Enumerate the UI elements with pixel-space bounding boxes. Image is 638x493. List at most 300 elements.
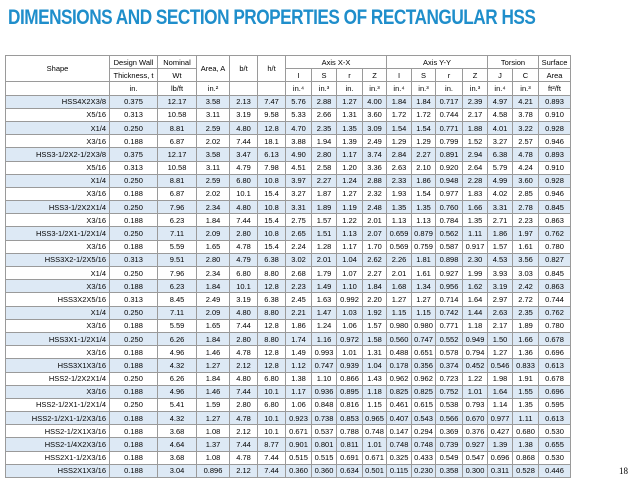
value-cell: 0.816 (337, 398, 363, 411)
value-cell: 1.01 (337, 346, 363, 359)
value-cell: 0.784 (436, 214, 463, 227)
value-cell: 3.04 (158, 464, 197, 477)
value-cell: 3.19 (230, 108, 258, 121)
value-cell: 0.898 (436, 253, 463, 266)
table-row (6, 95, 571, 108)
value-cell: 2.35 (513, 306, 539, 319)
value-cell: 0.188 (110, 346, 158, 359)
table-row (6, 412, 571, 425)
value-cell: 0.552 (436, 332, 463, 345)
value-cell: 0.752 (436, 385, 463, 398)
value-cell: 7.11 (158, 227, 197, 240)
value-cell: 1.88 (463, 121, 488, 134)
value-cell: 0.771 (436, 319, 463, 332)
value-cell: 0.946 (539, 187, 571, 200)
value-cell: 15.4 (258, 214, 286, 227)
value-cell: 0.671 (286, 425, 312, 438)
value-cell: 0.825 (387, 385, 412, 398)
value-cell: 2.80 (230, 227, 258, 240)
value-cell: 15.4 (258, 187, 286, 200)
value-cell: 1.74 (286, 332, 312, 345)
value-cell: 0.811 (337, 438, 363, 451)
value-cell: 1.72 (412, 108, 436, 121)
value-cell: 10.58 (158, 161, 197, 174)
value-cell: 0.360 (286, 464, 312, 477)
value-cell: 4.80 (230, 121, 258, 134)
value-cell: 0.313 (110, 161, 158, 174)
value-cell: 15.4 (258, 240, 286, 253)
value-cell: 1.83 (463, 187, 488, 200)
value-cell: 0.893 (539, 95, 571, 108)
value-cell: 2.88 (363, 174, 387, 187)
value-cell: 2.80 (197, 253, 230, 266)
value-cell: 0.250 (110, 227, 158, 240)
value-cell: 1.19 (337, 201, 363, 214)
value-cell: 3.02 (286, 253, 312, 266)
value-cell: 0.939 (337, 359, 363, 372)
value-cell: 2.71 (488, 214, 513, 227)
value-cell: 3.47 (230, 148, 258, 161)
value-cell: 0.927 (436, 267, 463, 280)
value-cell: 1.01 (463, 385, 488, 398)
value-cell: 2.17 (488, 319, 513, 332)
value-cell: 1.84 (197, 372, 230, 385)
value-cell: 3.31 (488, 201, 513, 214)
unit-cell: in.³ (312, 82, 337, 95)
value-cell: 0.188 (110, 319, 158, 332)
shape-cell: X1/4 (6, 267, 110, 280)
value-cell: 9.58 (258, 108, 286, 121)
value-cell: 6.13 (258, 148, 286, 161)
value-cell: 0.313 (110, 108, 158, 121)
value-cell: 0.717 (436, 95, 463, 108)
table-row (6, 108, 571, 121)
header-sub: r (337, 69, 363, 82)
value-cell: 0.188 (110, 451, 158, 464)
value-cell: 3.58 (197, 148, 230, 161)
value-cell: 2.01 (312, 253, 337, 266)
value-cell: 1.37 (197, 438, 230, 451)
value-cell: 0.825 (412, 385, 436, 398)
value-cell: 0.188 (110, 240, 158, 253)
value-cell: 1.84 (197, 280, 230, 293)
value-cell: 2.21 (286, 306, 312, 319)
value-cell: 1.49 (312, 280, 337, 293)
shape-cell: HSS3X1X3/16 (6, 359, 110, 372)
value-cell: 0.936 (312, 385, 337, 398)
value-cell: 1.55 (513, 385, 539, 398)
value-cell: 1.79 (312, 267, 337, 280)
shape-cell: HSS3X2X5/16 (6, 293, 110, 306)
value-cell: 1.13 (337, 227, 363, 240)
header-nominal-wt: Nominal (158, 56, 197, 69)
value-cell: 7.44 (258, 464, 286, 477)
value-cell: 8.80 (258, 306, 286, 319)
value-cell: 2.57 (513, 135, 539, 148)
unit-cell: in.⁴ (488, 82, 513, 95)
value-cell: 0.949 (463, 332, 488, 345)
value-cell: 3.11 (197, 161, 230, 174)
value-cell: 1.06 (337, 319, 363, 332)
value-cell: 0.780 (539, 319, 571, 332)
value-cell: 1.08 (197, 451, 230, 464)
value-cell: 1.10 (337, 280, 363, 293)
value-cell: 0.659 (387, 227, 412, 240)
value-cell: 0.866 (337, 372, 363, 385)
value-cell: 2.12 (230, 359, 258, 372)
value-cell: 2.23 (513, 214, 539, 227)
value-cell: 2.49 (197, 293, 230, 306)
table-row (6, 174, 571, 187)
header-h-t: h/t (258, 56, 286, 82)
unit-cell (230, 82, 258, 95)
value-cell: 1.04 (337, 253, 363, 266)
value-cell: 3.60 (363, 108, 387, 121)
value-cell: 0.780 (539, 240, 571, 253)
value-cell: 0.799 (436, 135, 463, 148)
value-cell: 3.19 (488, 280, 513, 293)
value-cell: 0.446 (539, 464, 571, 477)
value-cell: 4.80 (230, 372, 258, 385)
value-cell: 0.528 (513, 464, 539, 477)
value-cell: 0.948 (436, 174, 463, 187)
value-cell: 2.17 (463, 108, 488, 121)
value-cell: 0.771 (436, 121, 463, 134)
value-cell: 1.27 (488, 346, 513, 359)
header-sub: Z (363, 69, 387, 82)
unit-cell: in.² (197, 82, 230, 95)
table-row (6, 332, 571, 345)
value-cell: 0.376 (463, 425, 488, 438)
value-cell: 1.68 (387, 280, 412, 293)
table-row (6, 293, 571, 306)
value-cell: 7.96 (158, 267, 197, 280)
value-cell: 1.15 (387, 306, 412, 319)
value-cell: 1.84 (363, 280, 387, 293)
value-cell: 0.188 (110, 412, 158, 425)
value-cell: 1.27 (412, 293, 436, 306)
value-cell: 1.47 (312, 306, 337, 319)
value-cell: 1.46 (197, 385, 230, 398)
value-cell: 1.06 (286, 398, 312, 411)
value-cell: 0.433 (412, 451, 436, 464)
value-cell: 0.356 (412, 359, 436, 372)
value-cell: 0.762 (539, 227, 571, 240)
table-row (6, 227, 571, 240)
value-cell: 6.23 (158, 280, 197, 293)
value-cell: 10.8 (258, 201, 286, 214)
value-cell: 12.17 (158, 148, 197, 161)
value-cell: 4.02 (488, 187, 513, 200)
value-cell: 2.34 (197, 201, 230, 214)
value-cell: 0.566 (436, 412, 463, 425)
value-cell: 0.313 (110, 253, 158, 266)
value-cell: 18.1 (258, 135, 286, 148)
value-cell: 0.748 (387, 438, 412, 451)
value-cell: 4.53 (488, 253, 513, 266)
value-cell: 4.96 (158, 385, 197, 398)
value-cell: 0.634 (337, 464, 363, 477)
value-cell: 1.29 (387, 135, 412, 148)
value-cell: 4.78 (230, 240, 258, 253)
table-row (6, 398, 571, 411)
value-cell: 1.13 (387, 214, 412, 227)
value-cell: 2.80 (312, 148, 337, 161)
value-cell: 0.723 (436, 372, 463, 385)
shape-cell: X1/4 (6, 306, 110, 319)
value-cell: 0.910 (539, 161, 571, 174)
value-cell: 0.678 (539, 332, 571, 345)
value-cell: 0.992 (337, 293, 363, 306)
shape-cell: HSS3-1/2X2X1/4 (6, 201, 110, 214)
value-cell: 1.27 (197, 359, 230, 372)
table-header (6, 56, 571, 96)
value-cell: 0.896 (197, 464, 230, 477)
value-cell: 2.01 (387, 267, 412, 280)
value-cell: 0.549 (436, 451, 463, 464)
value-cell: 1.61 (513, 240, 539, 253)
value-cell: 1.39 (337, 135, 363, 148)
header-design-wall-2: Thickness, t (110, 69, 158, 82)
value-cell: 1.14 (488, 398, 513, 411)
value-cell: 2.72 (513, 293, 539, 306)
value-cell: 1.93 (387, 187, 412, 200)
value-cell: 7.44 (230, 438, 258, 451)
table-row (6, 464, 571, 477)
value-cell: 1.27 (197, 412, 230, 425)
value-cell: 1.35 (513, 398, 539, 411)
shape-cell: X3/16 (6, 187, 110, 200)
value-cell: 2.34 (197, 267, 230, 280)
value-cell: 1.36 (513, 346, 539, 359)
shape-cell: X3/16 (6, 319, 110, 332)
value-cell: 0.965 (363, 412, 387, 425)
unit-cell: in. (436, 82, 463, 95)
header-nominal-wt-2: Wt (158, 69, 197, 82)
value-cell: 8.77 (258, 438, 286, 451)
unit-cell: in.⁴ (286, 82, 312, 95)
value-cell: 1.61 (412, 267, 436, 280)
header-sub: I (286, 69, 312, 82)
value-cell: 0.738 (312, 412, 337, 425)
value-cell: 1.35 (463, 214, 488, 227)
header-b-t: b/t (230, 56, 258, 82)
value-cell: 2.42 (513, 280, 539, 293)
value-cell: 0.294 (412, 425, 436, 438)
value-cell: 1.86 (412, 174, 436, 187)
value-cell: 0.696 (539, 346, 571, 359)
value-cell: 2.13 (230, 95, 258, 108)
value-cell: 0.547 (463, 451, 488, 464)
value-cell: 0.515 (312, 451, 337, 464)
value-cell: 10.1 (230, 280, 258, 293)
value-cell: 2.68 (286, 267, 312, 280)
table-row (6, 253, 571, 266)
value-cell: 1.27 (337, 187, 363, 200)
value-cell: 1.24 (312, 319, 337, 332)
value-cell: 0.923 (286, 412, 312, 425)
header-shape: Shape (6, 56, 110, 82)
value-cell: 4.00 (363, 95, 387, 108)
value-cell: 0.946 (539, 135, 571, 148)
value-cell: 7.47 (258, 95, 286, 108)
value-cell: 0.178 (387, 359, 412, 372)
value-cell: 0.893 (539, 148, 571, 161)
value-cell: 0.928 (539, 121, 571, 134)
value-cell: 3.36 (363, 161, 387, 174)
value-cell: 2.85 (513, 187, 539, 200)
value-cell: 2.35 (312, 121, 337, 134)
value-cell: 0.651 (412, 346, 436, 359)
value-cell: 1.13 (412, 214, 436, 227)
value-cell: 2.59 (197, 121, 230, 134)
table-row (6, 240, 571, 253)
value-cell: 0.794 (463, 346, 488, 359)
value-cell: 1.58 (363, 332, 387, 345)
header-sub: I (387, 69, 412, 82)
value-cell: 0.762 (539, 306, 571, 319)
value-cell: 12.8 (258, 280, 286, 293)
value-cell: 6.87 (158, 135, 197, 148)
value-cell: 3.78 (513, 108, 539, 121)
shape-cell: X3/16 (6, 240, 110, 253)
value-cell: 12.8 (258, 319, 286, 332)
value-cell: 1.15 (363, 398, 387, 411)
value-cell: 3.97 (286, 174, 312, 187)
value-cell: 0.374 (436, 359, 463, 372)
value-cell: 1.92 (363, 306, 387, 319)
value-cell: 2.49 (363, 135, 387, 148)
header-sub: S (412, 69, 436, 82)
value-cell: 8.81 (158, 121, 197, 134)
value-cell: 2.27 (312, 174, 337, 187)
value-cell: 8.81 (158, 174, 197, 187)
value-cell: 4.99 (488, 174, 513, 187)
value-cell: 0.868 (513, 451, 539, 464)
value-cell: 4.24 (513, 161, 539, 174)
value-cell: 2.39 (463, 95, 488, 108)
unit-cell: in.³ (363, 82, 387, 95)
value-cell: 2.94 (463, 148, 488, 161)
value-cell: 0.613 (539, 412, 571, 425)
value-cell: 2.62 (363, 253, 387, 266)
value-cell: 0.691 (337, 451, 363, 464)
header-design-wall: Design Wall (110, 56, 158, 69)
table-row (6, 346, 571, 359)
value-cell: 1.70 (363, 240, 387, 253)
shape-cell: HSS2-1/2X1-1/2X3/16 (6, 412, 110, 425)
value-cell: 3.74 (363, 148, 387, 161)
units-row (6, 82, 571, 95)
shape-cell: HSS4X2X3/8 (6, 95, 110, 108)
value-cell: 1.97 (513, 227, 539, 240)
value-cell: 1.99 (463, 267, 488, 280)
value-cell: 0.311 (488, 464, 513, 477)
value-cell: 0.845 (539, 267, 571, 280)
unit-cell: in. (337, 82, 363, 95)
value-cell: 1.89 (312, 201, 337, 214)
value-cell: 1.89 (513, 319, 539, 332)
table-body (6, 95, 571, 477)
value-cell: 6.23 (158, 214, 197, 227)
value-cell: 0.546 (488, 359, 513, 372)
value-cell: 2.48 (363, 201, 387, 214)
value-cell: 0.980 (412, 319, 436, 332)
value-cell: 4.78 (513, 148, 539, 161)
value-cell: 2.01 (363, 214, 387, 227)
value-cell: 0.562 (436, 227, 463, 240)
value-cell: 3.68 (158, 451, 197, 464)
value-cell: 0.980 (387, 319, 412, 332)
value-cell: 2.02 (197, 187, 230, 200)
header-area: Area, A (197, 56, 230, 82)
value-cell: 0.427 (488, 425, 513, 438)
value-cell: 0.863 (539, 214, 571, 227)
value-cell: 5.59 (158, 240, 197, 253)
value-cell: 1.07 (337, 267, 363, 280)
value-cell: 1.10 (312, 372, 337, 385)
value-cell: 6.26 (158, 372, 197, 385)
header-axis-yy: Axis Y-Y (387, 56, 488, 69)
value-cell: 3.27 (488, 135, 513, 148)
table-row (6, 135, 571, 148)
value-cell: 1.64 (488, 385, 513, 398)
shape-cell: HSS2-1/2X1X3/16 (6, 425, 110, 438)
value-cell: 0.748 (363, 425, 387, 438)
value-cell: 2.75 (286, 214, 312, 227)
value-cell: 4.70 (286, 121, 312, 134)
table-row (6, 148, 571, 161)
unit-cell: in. (110, 82, 158, 95)
value-cell: 10.58 (158, 108, 197, 121)
value-cell: 6.38 (488, 148, 513, 161)
value-cell: 0.696 (539, 385, 571, 398)
value-cell: 1.98 (488, 372, 513, 385)
value-cell: 0.147 (387, 425, 412, 438)
value-cell: 0.188 (110, 187, 158, 200)
value-cell: 0.927 (463, 438, 488, 451)
value-cell: 0.910 (539, 108, 571, 121)
value-cell: 0.188 (110, 280, 158, 293)
value-cell: 6.80 (258, 372, 286, 385)
value-cell: 1.29 (412, 135, 436, 148)
value-cell: 0.530 (539, 425, 571, 438)
value-cell: 0.375 (110, 95, 158, 108)
value-cell: 0.788 (337, 425, 363, 438)
unit-cell-blank (6, 82, 110, 95)
shape-cell: X1/4 (6, 121, 110, 134)
value-cell: 2.23 (286, 280, 312, 293)
value-cell: 1.62 (463, 280, 488, 293)
value-cell: 3.93 (488, 267, 513, 280)
value-cell: 2.58 (312, 161, 337, 174)
value-cell: 0.615 (412, 398, 436, 411)
value-cell: 1.54 (412, 187, 436, 200)
value-cell: 7.44 (258, 451, 286, 464)
value-cell: 6.38 (258, 293, 286, 306)
value-cell: 0.696 (488, 451, 513, 464)
value-cell: 3.68 (158, 425, 197, 438)
value-cell: 5.79 (488, 161, 513, 174)
value-cell: 6.26 (158, 332, 197, 345)
value-cell: 1.86 (488, 227, 513, 240)
value-cell: 0.250 (110, 398, 158, 411)
value-cell: 2.80 (230, 398, 258, 411)
value-cell: 1.27 (387, 293, 412, 306)
value-cell: 1.66 (463, 201, 488, 214)
unit-cell: in.³ (412, 82, 436, 95)
table-row (6, 425, 571, 438)
